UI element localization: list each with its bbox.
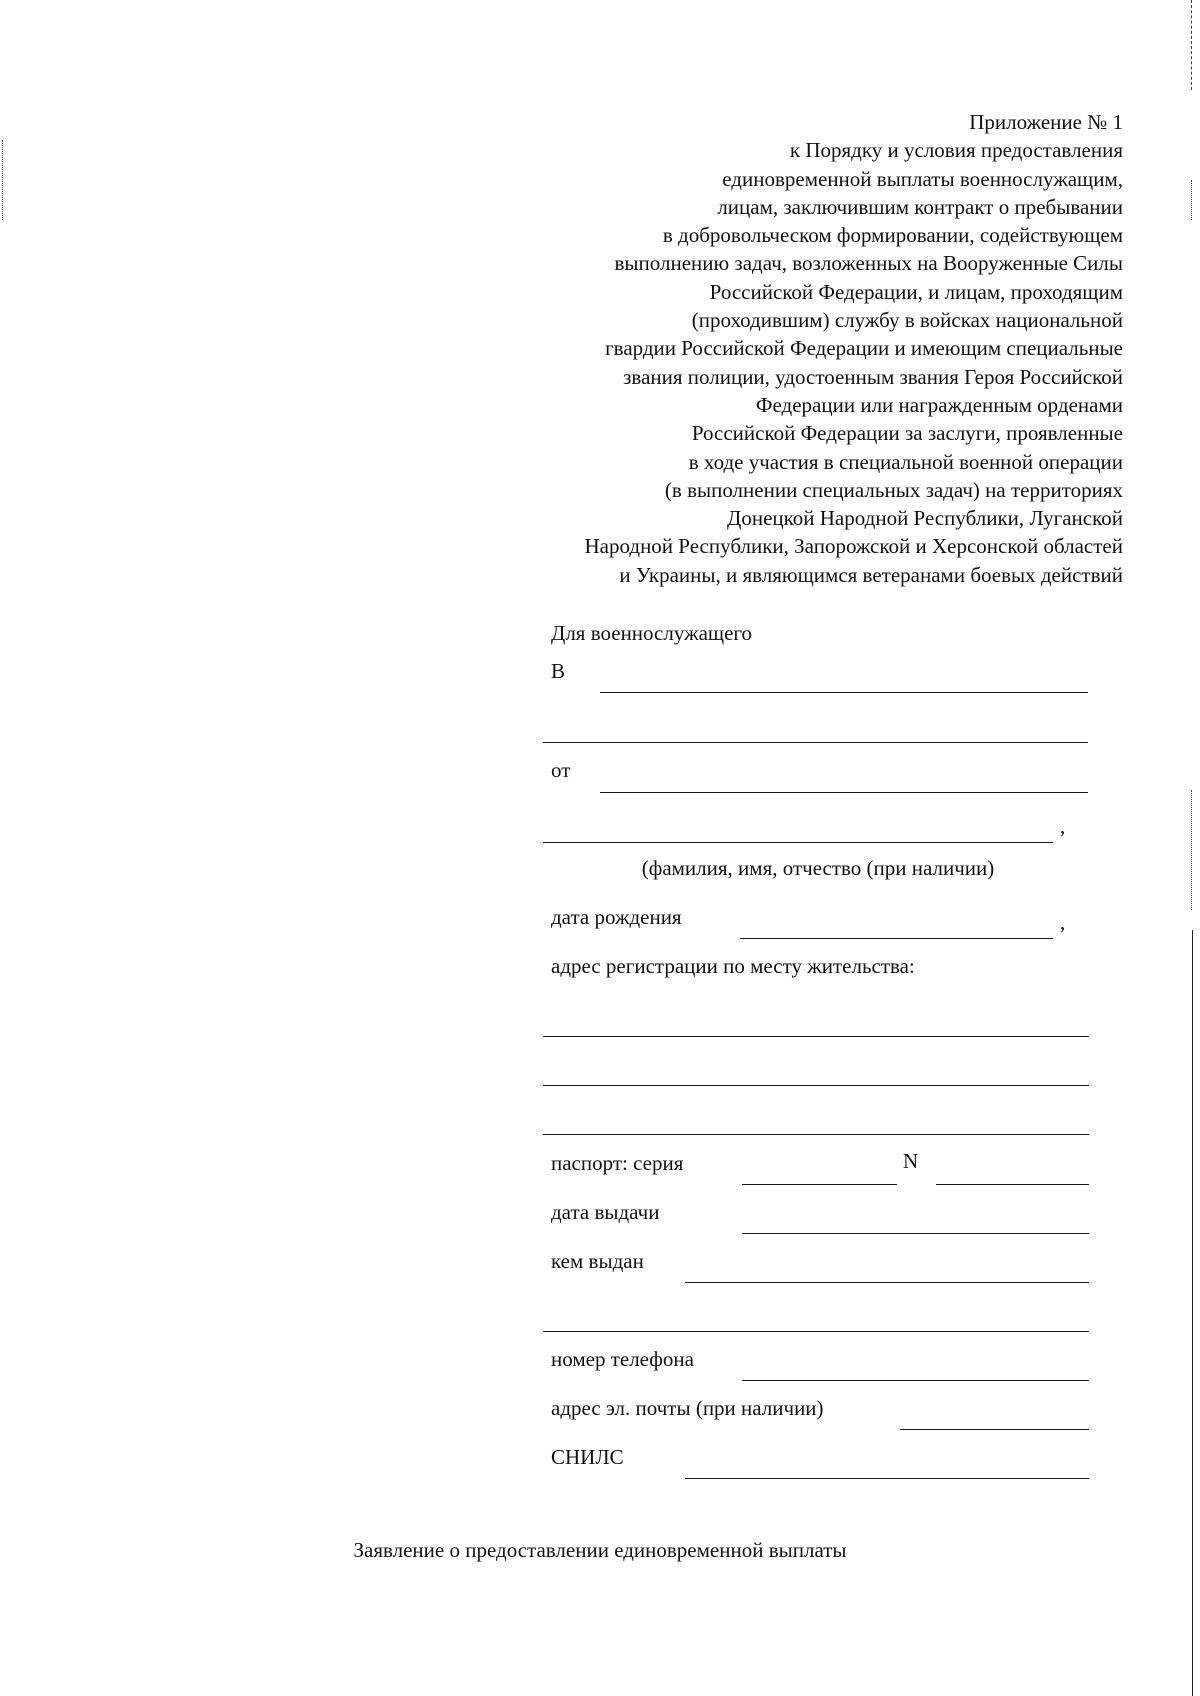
header-line: Российской Федерации, и лицам, проходящим: [709, 279, 1123, 304]
appendix-header: [423, 108, 1123, 589]
header-line: (в выполнении специальных задач) на территориях: [664, 477, 1123, 502]
header-line: лицам, заключившим контракт о пребывании: [717, 194, 1123, 219]
scan-edge-mark: [1192, 930, 1193, 1696]
header-line: к Порядку и условия предоставления: [789, 138, 1123, 163]
header-line: гвардии Российской Федерации и имеющим специальные: [605, 336, 1123, 361]
snils-field[interactable]: [685, 1478, 1089, 1479]
email-field[interactable]: [900, 1429, 1089, 1430]
issue-date-field[interactable]: [742, 1233, 1089, 1234]
phone-field[interactable]: [742, 1380, 1089, 1381]
birth-date-comma: ,: [1060, 910, 1066, 934]
scan-edge-mark: [2, 140, 3, 220]
from-comma: ,: [1060, 814, 1066, 838]
birth-date-field[interactable]: [740, 938, 1053, 939]
to-field-line-2[interactable]: [543, 742, 1088, 743]
issued-by-label: кем выдан: [551, 1249, 644, 1273]
header-line: Федерации или награжденным орденами: [755, 392, 1123, 417]
for-serviceman-label: Для военнослужащего: [551, 621, 752, 645]
header-line: (проходившим) службу в войсках национальной: [691, 308, 1123, 333]
fio-caption: (фамилия, имя, отчество (при наличии): [641, 856, 995, 880]
issued-by-field-line-1[interactable]: [685, 1282, 1089, 1283]
passport-series-field[interactable]: [742, 1184, 897, 1185]
scan-edge-mark: [1191, 790, 1192, 910]
to-label: В: [551, 659, 566, 683]
from-label: от: [551, 758, 571, 782]
address-field-line-2[interactable]: [543, 1085, 1089, 1086]
header-line: Российской Федерации за заслуги, проявленные: [691, 421, 1123, 446]
phone-label: номер телефона: [551, 1347, 694, 1371]
issued-by-field-line-2[interactable]: [543, 1331, 1089, 1332]
header-line: и Украины, и являющимся ветеранами боевых действий: [619, 562, 1123, 587]
header-line: Народной Республики, Запорожской и Херсонской областей: [584, 534, 1123, 559]
passport-series-label: паспорт: серия: [551, 1151, 684, 1175]
issue-date-label: дата выдачи: [551, 1200, 660, 1224]
scan-edge-mark: [1191, 180, 1192, 220]
to-field-line-1[interactable]: [600, 692, 1088, 693]
email-label: адрес эл. почты (при наличии): [551, 1396, 824, 1420]
header-line: в добровольческом формировании, содействующем: [662, 223, 1123, 248]
passport-number-label: N: [903, 1149, 919, 1173]
address-field-line-3[interactable]: [543, 1134, 1089, 1135]
birth-date-label: дата рождения: [551, 905, 682, 929]
application-title: Заявление о предоставлении единовременной выплаты: [353, 1538, 847, 1562]
snils-label: СНИЛС: [551, 1445, 624, 1469]
scan-edge-mark: [1191, 0, 1192, 90]
address-label: адрес регистрации по месту жительства:: [551, 954, 915, 978]
from-field-line-1[interactable]: [600, 792, 1088, 793]
header-line: выполнению задач, возложенных на Вооруженные Силы: [614, 251, 1123, 276]
header-line: звания полиции, удостоенным звания Героя Российской: [623, 364, 1123, 389]
header-line: Приложение № 1: [969, 110, 1123, 134]
from-field-line-2[interactable]: [543, 842, 1053, 843]
address-field-line-1[interactable]: [543, 1036, 1089, 1037]
header-line: в ходе участия в специальной военной операции: [688, 449, 1123, 474]
header-line: Донецкой Народной Республики, Луганской: [727, 506, 1123, 531]
passport-number-field[interactable]: [936, 1184, 1089, 1185]
header-line: единовременной выплаты военнослужащим,: [722, 166, 1123, 191]
